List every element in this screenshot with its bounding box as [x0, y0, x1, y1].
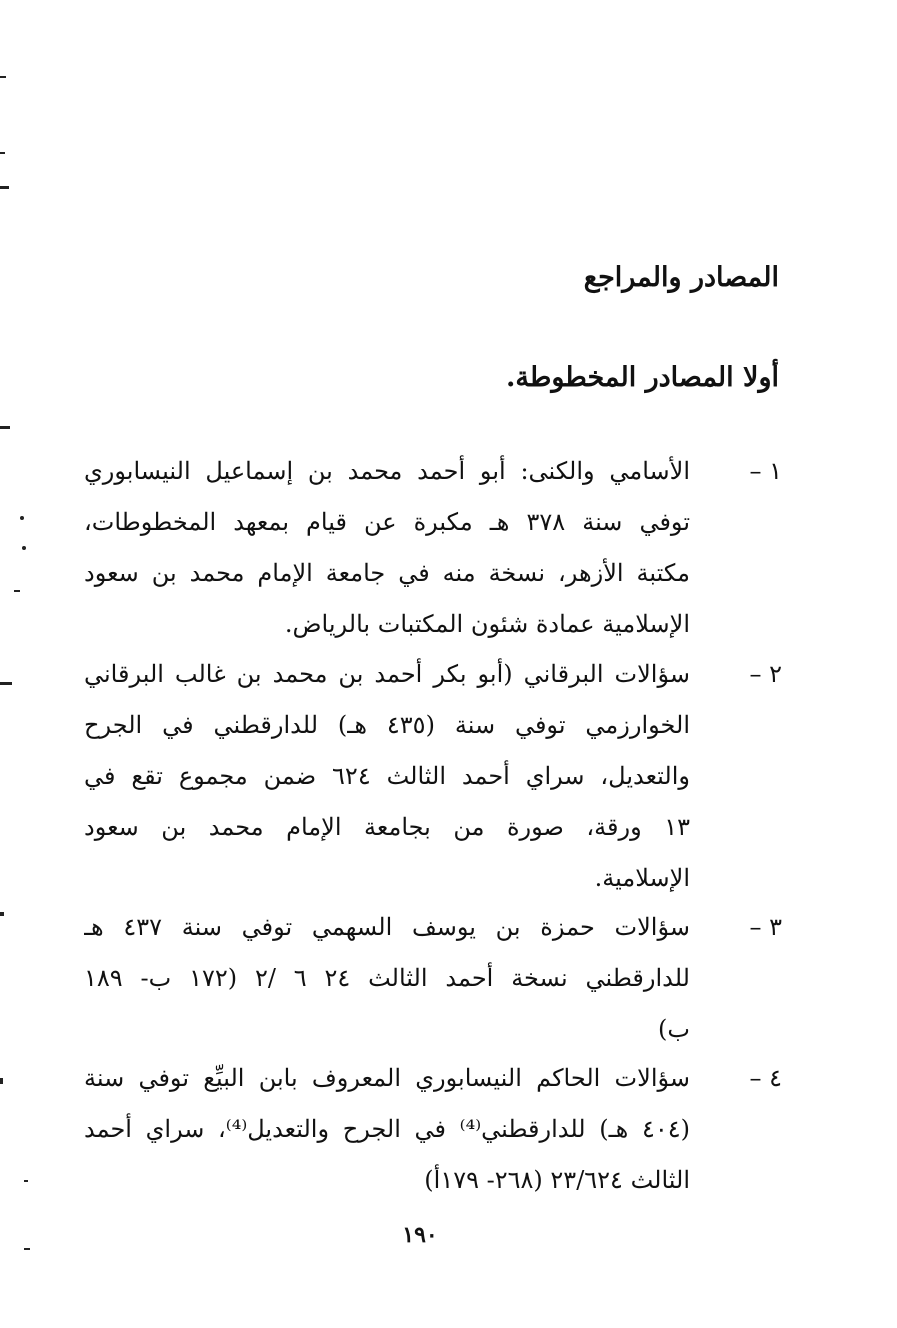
entry-line: سؤالات الحاكم النيسابوري المعروف بابن البيِّع توفي سنة	[84, 1064, 690, 1092]
scan-speck	[22, 546, 26, 550]
entry-number: ١ –	[749, 457, 782, 485]
entry-line: مكتبة الأزهر، نسخة منه في جامعة الإمام محمد بن سعود	[84, 559, 690, 587]
scan-speck	[0, 152, 5, 154]
scan-speck	[0, 912, 4, 916]
entry-text	[84, 1053, 690, 1206]
entry-number: ٤ –	[749, 1064, 782, 1092]
scan-speck	[0, 682, 12, 685]
entry-line: (٤٠٤ هـ) للدارقطني⁽⁴⁾ في الجرح والتعديل⁽⁴⁾، سراي أحمد	[84, 1115, 690, 1143]
entry-line: الإسلامية عمادة شئون المكتبات بالرياض.	[284, 610, 690, 638]
scan-speck	[20, 516, 24, 520]
scan-speck	[0, 1078, 3, 1084]
entry-line: الثالث ٢٣/٦٢٤ (٢٦٨- ١٧٩أ)	[424, 1166, 690, 1194]
entry-line: والتعديل، سراي أحمد الثالث ٦٢٤ ضمن مجموع تقع في	[84, 762, 690, 790]
entry-line: توفي سنة ٣٧٨ هـ مكبرة عن قيام بمعهد المخطوطات،	[84, 508, 690, 536]
scan-speck	[0, 76, 6, 78]
entry-line: سؤالات حمزة بن يوسف السهمي توفي سنة ٤٣٧ هـ	[84, 913, 690, 941]
entry-line: الإسلامية.	[594, 864, 690, 892]
section-heading: أولا المصادر المخطوطة.	[505, 362, 779, 393]
page-number: ١٩٠	[402, 1222, 438, 1248]
entry-line: سؤالات البرقاني (أبو بكر أحمد بن محمد بن غالب البرقاني	[84, 660, 690, 688]
scan-speck	[0, 426, 10, 429]
entry-number: ٢ –	[749, 660, 782, 688]
entry-text	[84, 446, 690, 650]
scan-speck	[24, 1248, 30, 1250]
scan-speck	[24, 1180, 28, 1182]
entry-line: للدارقطني نسخة أحمد الثالث ٢٤ ٦ /٢ (١٧٢ ب- ١٨٩	[84, 964, 690, 992]
entry-text	[84, 902, 690, 1055]
entry-number: ٣ –	[749, 913, 782, 941]
entry-text	[84, 649, 690, 904]
scan-speck	[14, 590, 20, 592]
entry-line: الخوارزمي توفي سنة (٤٣٥ هـ) للدارقطني في الجرح	[84, 711, 690, 739]
entry-line: الأسامي والكنى: أبو أحمد محمد بن إسماعيل النيسابوري	[84, 457, 690, 485]
scan-speck	[0, 186, 9, 189]
entry-line: ب)	[658, 1015, 690, 1043]
page-title: المصادر والمراجع	[583, 262, 779, 293]
entry-line: ١٣ ورقة، صورة من بجامعة الإمام محمد بن سعود	[84, 813, 690, 841]
